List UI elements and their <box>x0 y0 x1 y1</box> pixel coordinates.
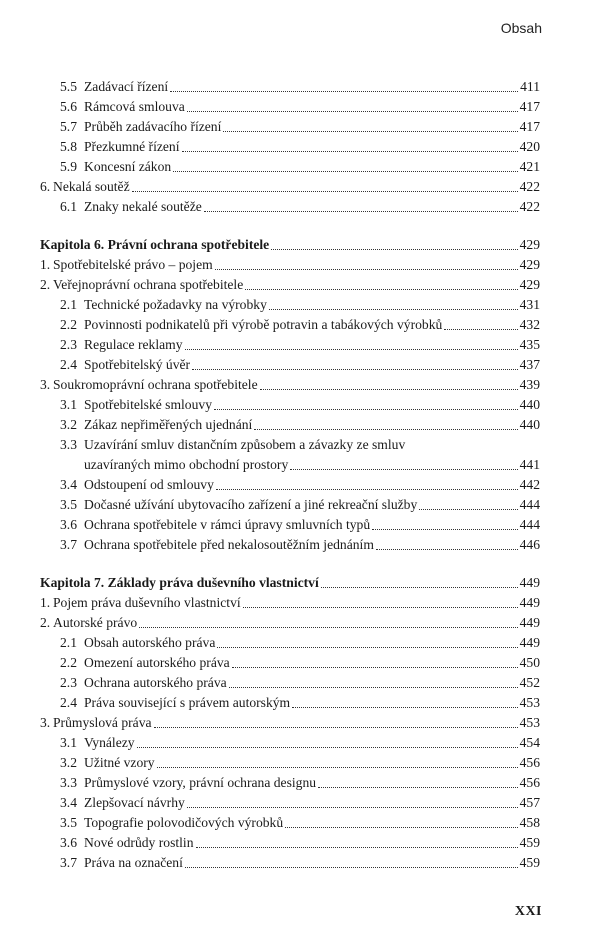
dot-leader <box>232 667 518 668</box>
page-number: XXI <box>514 904 542 919</box>
toc-entry-label: Uzavírání smluv distančním způsobem a závazky ze smluv <box>84 437 406 452</box>
dot-leader <box>444 329 517 330</box>
toc-entry <box>60 316 540 334</box>
toc-entry-number: 2.2 <box>60 655 77 670</box>
dot-leader <box>173 171 517 172</box>
toc-entry <box>60 336 540 354</box>
toc-entry-page: 440 <box>519 417 540 432</box>
dot-leader <box>292 707 517 708</box>
toc-entry-number: 5.8 <box>60 139 77 154</box>
toc-entry-number: 6. <box>40 179 51 194</box>
toc-entry-label: Průmyslové vzory, právní ochrana designu <box>84 775 317 790</box>
toc-entry-page: 453 <box>519 715 540 730</box>
toc-entry-page: 439 <box>519 377 540 392</box>
dot-leader <box>132 191 518 192</box>
toc-entry-label: Omezení autorského práva <box>84 655 230 670</box>
toc-entry-number: 5.6 <box>60 99 77 114</box>
toc-entry-page: 431 <box>519 297 540 312</box>
toc-entry <box>60 436 405 454</box>
toc-entry-number: 3.7 <box>60 537 77 552</box>
toc-entry <box>60 356 540 374</box>
toc-entry-label: Obsah autorského práva <box>84 635 216 650</box>
toc-entry-page: 442 <box>519 477 540 492</box>
toc-entry-label: Znaky nekalé soutěže <box>84 199 202 214</box>
toc-entry <box>40 276 540 294</box>
toc-entry-page: 458 <box>519 815 540 830</box>
toc-entry-page: 417 <box>519 99 540 114</box>
toc-entry-label: Užitné vzory <box>84 755 155 770</box>
toc-entry <box>60 734 540 752</box>
dot-leader <box>223 131 517 132</box>
toc-entry <box>60 654 540 672</box>
dot-leader <box>157 767 518 768</box>
toc-entry-page: 429 <box>519 277 540 292</box>
toc-entry-label: Povinnosti podnikatelů při výrobě potravin a tabákových výrobků <box>84 317 443 332</box>
toc-entry-page: 441 <box>519 457 540 472</box>
toc-entry <box>60 854 540 872</box>
toc-entry-label: Nekalá soutěž <box>53 179 130 194</box>
toc-entry-number: 5.7 <box>60 119 77 134</box>
dot-leader <box>185 349 518 350</box>
toc-entry-label: Průběh zadávacího řízení <box>84 119 222 134</box>
toc-entry-number: 3.2 <box>60 755 77 770</box>
toc-entry-number: 1. <box>40 257 51 272</box>
toc-entry-page: 422 <box>519 199 540 214</box>
toc-entry-number: 2.1 <box>60 635 77 650</box>
toc-entry-page: 453 <box>519 695 540 710</box>
toc-entry-page: 449 <box>519 595 540 610</box>
dot-leader <box>192 369 518 370</box>
chapter-title: Kapitola 6. Právní ochrana spotřebitele <box>40 237 270 252</box>
toc-entry-page: 440 <box>519 397 540 412</box>
dot-leader <box>285 827 517 828</box>
toc-entry-page: 449 <box>519 635 540 650</box>
toc-entry-label: Přezkumné řízení <box>84 139 180 154</box>
toc-entry <box>60 516 540 534</box>
toc-entry-number: 3.4 <box>60 795 77 810</box>
toc-entry <box>60 118 540 136</box>
dot-leader <box>154 727 518 728</box>
toc-entry-label: Spotřebitelské smlouvy <box>84 397 212 412</box>
toc-entry <box>60 396 540 414</box>
toc-entry-number: 3. <box>40 377 51 392</box>
toc-entry-label: uzavíraných mimo obchodní prostory <box>84 457 289 472</box>
toc-entry-label: Zákaz nepřiměřených ujednání <box>84 417 253 432</box>
toc-entry-page: 454 <box>519 735 540 750</box>
toc-entry <box>60 98 540 116</box>
dot-leader <box>170 91 518 92</box>
toc-entry-number: 2.2 <box>60 317 77 332</box>
toc-entry-number: 3.3 <box>60 775 77 790</box>
toc-entry-number: 5.5 <box>60 79 77 94</box>
toc-entry-label: Pojem práva duševního vlastnictví <box>53 595 241 610</box>
toc-entry-number: 2. <box>40 615 51 630</box>
toc-entry-label: Práva na označení <box>84 855 183 870</box>
toc-entry <box>60 296 540 314</box>
toc-entry-number: 2.4 <box>60 695 77 710</box>
toc-entry-number: 3.5 <box>60 497 77 512</box>
toc-entry-page: 432 <box>519 317 540 332</box>
toc-entry <box>60 674 540 692</box>
toc-entry-label: Ochrana autorského práva <box>84 675 227 690</box>
toc-entry-label: Autorské právo <box>53 615 138 630</box>
toc-entry-label: Dočasné užívání ubytovacího zařízení a jiné rekreační služby <box>84 497 418 512</box>
toc-entry <box>60 834 540 852</box>
toc-entry <box>60 754 540 772</box>
toc-entry-number: 5.9 <box>60 159 77 174</box>
toc-entry-number: 3.4 <box>60 477 77 492</box>
dot-leader <box>372 529 517 530</box>
dot-leader <box>182 151 518 152</box>
toc-entry-page: 450 <box>519 655 540 670</box>
toc-entry-page: 444 <box>519 497 540 512</box>
toc-entry-number: 6.1 <box>60 199 77 214</box>
toc-entry <box>40 376 540 394</box>
dot-leader <box>216 489 518 490</box>
toc-entry-page: 420 <box>519 139 540 154</box>
toc-entry-label: Regulace reklamy <box>84 337 183 352</box>
toc-entry <box>60 774 540 792</box>
toc-entry-label: Odstoupení od smlouvy <box>84 477 214 492</box>
dot-leader <box>271 249 517 250</box>
toc-entry-label: Nové odrůdy rostlin <box>84 835 194 850</box>
toc-entry-number: 3.7 <box>60 855 77 870</box>
toc-entry-page: 446 <box>519 537 540 552</box>
dot-leader <box>217 647 517 648</box>
toc-entry <box>60 476 540 494</box>
toc-entry <box>60 78 540 96</box>
toc-entry-label: Zlepšovací návrhy <box>84 795 185 810</box>
dot-leader <box>318 787 518 788</box>
dot-leader <box>376 549 518 550</box>
dot-leader <box>137 747 518 748</box>
toc-entry-label: Ochrana spotřebitele v rámci úpravy smluvních typů <box>84 517 371 532</box>
toc-entry-page: 456 <box>519 755 540 770</box>
toc-entry-page: 452 <box>519 675 540 690</box>
toc-entry <box>60 794 540 812</box>
toc-entry <box>60 416 540 434</box>
dot-leader <box>196 847 518 848</box>
toc-entry-number: 3.6 <box>60 517 77 532</box>
toc-entry-number: 1. <box>40 595 51 610</box>
toc-entry-page: 457 <box>519 795 540 810</box>
toc-entry-page: 459 <box>519 855 540 870</box>
toc-entry-page: 437 <box>519 357 540 372</box>
toc-entry-label: Rámcová smlouva <box>84 99 185 114</box>
toc-entry-label: Spotřebitelské právo – pojem <box>53 257 213 272</box>
toc-entry <box>60 198 540 216</box>
toc-entry-label: Veřejnoprávní ochrana spotřebitele <box>53 277 244 292</box>
toc-entry-label: Technické požadavky na výrobky <box>84 297 267 312</box>
dot-leader <box>215 269 518 270</box>
dot-leader <box>187 807 518 808</box>
toc-entry <box>60 536 540 554</box>
toc-entry-page: 449 <box>519 615 540 630</box>
toc-entry-page: 429 <box>519 257 540 272</box>
toc-entry-number: 2.4 <box>60 357 77 372</box>
toc-entry-number: 3.6 <box>60 835 77 850</box>
dot-leader <box>187 111 518 112</box>
chapter-heading <box>40 574 540 592</box>
toc-entry <box>60 694 540 712</box>
dot-leader <box>260 389 518 390</box>
toc-entry <box>60 138 540 156</box>
toc-entry <box>60 456 540 474</box>
toc-entry-page: 435 <box>519 337 540 352</box>
dot-leader <box>269 309 518 310</box>
toc-entry-page: 444 <box>519 517 540 532</box>
toc-entry <box>40 614 540 632</box>
toc-entry-label: Spotřebitelský úvěr <box>84 357 191 372</box>
toc-entry-page: 456 <box>519 775 540 790</box>
toc-entry <box>40 714 540 732</box>
dot-leader <box>254 429 517 430</box>
toc-entry <box>40 594 540 612</box>
dot-leader <box>185 867 518 868</box>
toc-entry-number: 2.1 <box>60 297 77 312</box>
toc-entry-page: 411 <box>520 79 540 94</box>
toc-entry-label: Práva související s právem autorským <box>84 695 291 710</box>
toc-entry-number: 3.5 <box>60 815 77 830</box>
dot-leader <box>139 627 517 628</box>
toc-entry-label: Průmyslová práva <box>53 715 152 730</box>
toc-entry-number: 3.3 <box>60 437 77 452</box>
toc-entry-page: 459 <box>519 835 540 850</box>
toc-entry <box>60 634 540 652</box>
toc-entry-number: 2.3 <box>60 675 77 690</box>
toc-entry-label: Soukromoprávní ochrana spotřebitele <box>53 377 258 392</box>
toc-entry-page: 429 <box>519 237 540 252</box>
dot-leader <box>290 469 517 470</box>
toc-entry-label: Vynálezy <box>84 735 135 750</box>
toc-entry <box>60 496 540 514</box>
dot-leader <box>243 607 518 608</box>
toc-entry-number: 3. <box>40 715 51 730</box>
toc-entry-page: 417 <box>519 119 540 134</box>
toc-entry-label: Ochrana spotřebitele před nekalosoutěžním jednáním <box>84 537 374 552</box>
toc-entry-page: 422 <box>519 179 540 194</box>
dot-leader <box>204 211 518 212</box>
toc-entry-number: 3.1 <box>60 735 77 750</box>
toc-entry-number: 3.1 <box>60 397 77 412</box>
toc-entry-number: 2. <box>40 277 51 292</box>
toc-entry-number: 2.3 <box>60 337 77 352</box>
toc-entry-page: 421 <box>519 159 540 174</box>
toc-entry <box>60 814 540 832</box>
toc-entry <box>40 178 540 196</box>
toc-entry-number: 3.2 <box>60 417 77 432</box>
toc-entry <box>60 158 540 176</box>
dot-leader <box>321 587 518 588</box>
dot-leader <box>419 509 517 510</box>
toc-entry-label: Topografie polovodičových výrobků <box>84 815 284 830</box>
chapter-heading <box>40 236 540 254</box>
chapter-title: Kapitola 7. Základy práva duševního vlastnictví <box>40 575 319 590</box>
running-header: Obsah <box>500 20 542 36</box>
toc-entry-page: 449 <box>519 575 540 590</box>
toc-entry <box>40 256 540 274</box>
toc-entry-label: Zadávací řízení <box>84 79 169 94</box>
dot-leader <box>214 409 518 410</box>
dot-leader <box>229 687 518 688</box>
dot-leader <box>245 289 517 290</box>
toc-entry-label: Koncesní zákon <box>84 159 172 174</box>
